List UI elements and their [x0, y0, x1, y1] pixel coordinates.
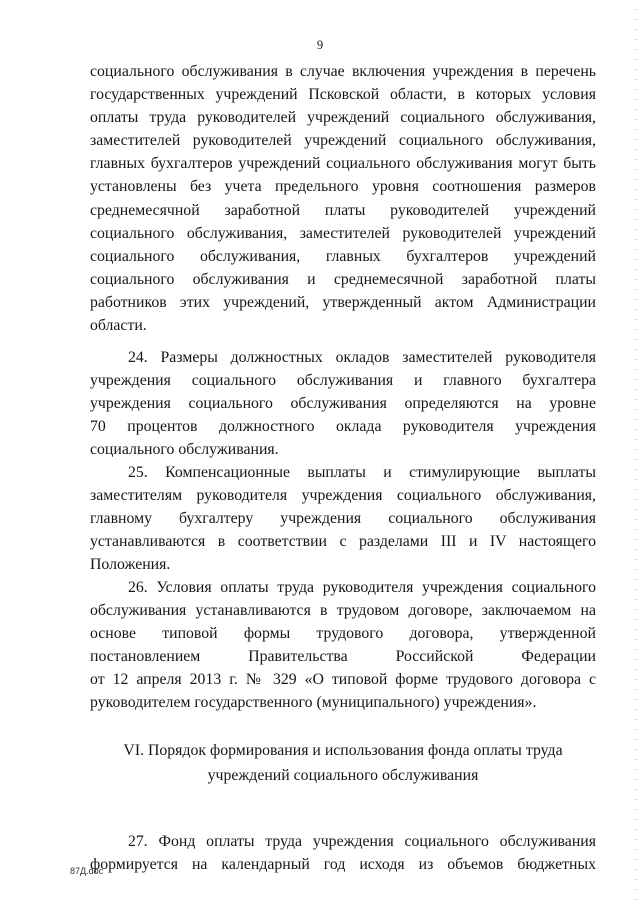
- section-heading-line: VI. Порядок формирования и использования фонда оплаты труда: [123, 742, 563, 759]
- text-line: государственных учреждений Псковской области, в которых условия: [90, 86, 596, 104]
- document-footer: 87Д.doc: [70, 866, 104, 876]
- text-line: области.: [90, 317, 147, 335]
- section-heading-line: учреждений социального обслуживания: [207, 767, 479, 784]
- text-line: учреждения социального обслуживания и главного бухгалтера: [90, 372, 596, 390]
- paragraph-26: [90, 576, 596, 715]
- page-number: 9: [316, 38, 324, 52]
- text-line: Положения.: [90, 556, 171, 574]
- paragraph-24: [90, 346, 596, 461]
- text-line: главному бухгалтеру учреждения социального обслуживания: [90, 510, 596, 528]
- text-line: формируется на календарный год исходя из объемов бюджетных: [90, 856, 596, 874]
- text-line: от 12 апреля 2013 г. № 329 «О типовой форме трудового договора с: [90, 671, 596, 689]
- paragraph-27: [90, 830, 596, 876]
- text-line: заместителей руководителей учреждений социального обслуживания,: [90, 132, 596, 150]
- text-line: 27. Фонд оплаты труда учреждения социального обслуживания: [128, 833, 596, 850]
- text-line: среднемесячной заработной платы руководителей учреждений: [90, 201, 596, 219]
- section-heading-6: [90, 738, 596, 788]
- paragraph-25: [90, 461, 596, 576]
- text-line: основе типовой формы трудового договора, утвержденной: [90, 625, 596, 643]
- text-line: главных бухгалтеров учреждений социального обслуживания могут быть: [90, 155, 596, 173]
- text-line: оплаты труда руководителей учреждений социального обслуживания,: [90, 109, 596, 127]
- paragraph-continuation: [90, 60, 596, 337]
- text-line: социального обслуживания.: [90, 441, 279, 459]
- text-line: постановлением Правительства Российской Федерации: [90, 648, 596, 666]
- text-line: социального обслуживания, заместителей руководителей учреждений: [90, 224, 596, 242]
- text-line: установлены без учета предельного уровня соотношения размеров: [90, 178, 596, 196]
- text-line: руководителем государственного (муниципального) учреждения».: [90, 694, 537, 712]
- text-line: 24. Размеры должностных окладов заместителей руководителя: [128, 349, 596, 366]
- text-line: работников этих учреждений, утвержденный актом Администрации: [90, 293, 596, 311]
- text-line: 25. Компенсационные выплаты и стимулирующие выплаты: [128, 464, 596, 481]
- text-line: обслуживания устанавливаются в трудовом договоре, заключаемом на: [90, 602, 596, 620]
- text-line: социального обслуживания, главных бухгалтеров учреждений: [90, 247, 596, 265]
- text-line: 26. Условия оплаты труда руководителя учреждения социального: [128, 579, 596, 596]
- text-line: социального обслуживания и среднемесячной заработной платы: [90, 270, 596, 288]
- text-line: 70 процентов должностного оклада руководителя учреждения: [90, 418, 596, 436]
- text-line: учреждения социального обслуживания определяются на уровне: [90, 395, 596, 413]
- scan-margin-artifact: [635, 0, 638, 905]
- text-line: заместителям руководителя учреждения социального обслуживания,: [90, 487, 596, 505]
- text-line: социального обслуживания в случае включения учреждения в перечень: [90, 63, 596, 80]
- text-line: устанавливаются в соответствии с разделами III и IV настоящего: [90, 533, 596, 551]
